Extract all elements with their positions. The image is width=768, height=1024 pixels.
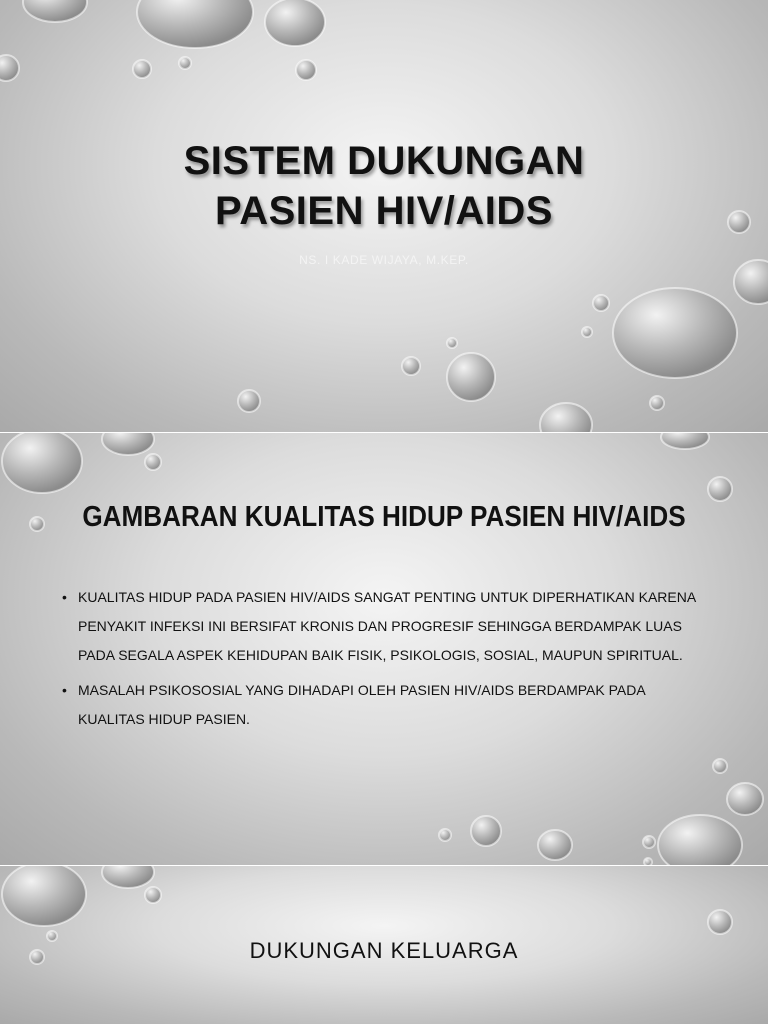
slide-3-title: DUKUNGAN KELUARGA <box>249 938 519 963</box>
slide-1-title <box>0 136 768 236</box>
bullet-item: • MASALAH PSIKOSOSIAL YANG DIHADAPI OLEH PASIEN HIV/AIDS BERDAMPAK PADA KUALITAS HIDUP PASIEN. <box>60 676 710 734</box>
slide-2 <box>0 433 768 865</box>
presenter-name: NS. I KADE WIJAYA, M.KEP. <box>299 253 469 267</box>
slide-1 <box>0 0 768 432</box>
bullet-list <box>60 583 710 740</box>
title-line-1: SISTEM DUKUNGAN <box>183 139 585 183</box>
slide-3 <box>0 866 768 1024</box>
slide-2-title: GAMBARAN KUALITAS HIDUP PASIEN HIV/AIDS <box>82 501 686 533</box>
bullet-item: • KUALITAS HIDUP PADA PASIEN HIV/AIDS SANGAT PENTING UNTUK DIPERHATIKAN KARENA PENYAKIT INFEKSI INI BERSIFAT KRONIS DAN PROGRESIF SEHINGGA BERDAMPAK LUAS PADA SEGALA ASPEK KEHIDUPAN BAIK FISIK, PSIKOLOGIS, SOSIAL, MAUPUN SPIRITUAL. <box>60 583 710 670</box>
title-line-2: PASIEN HIV/AIDS <box>215 189 553 233</box>
